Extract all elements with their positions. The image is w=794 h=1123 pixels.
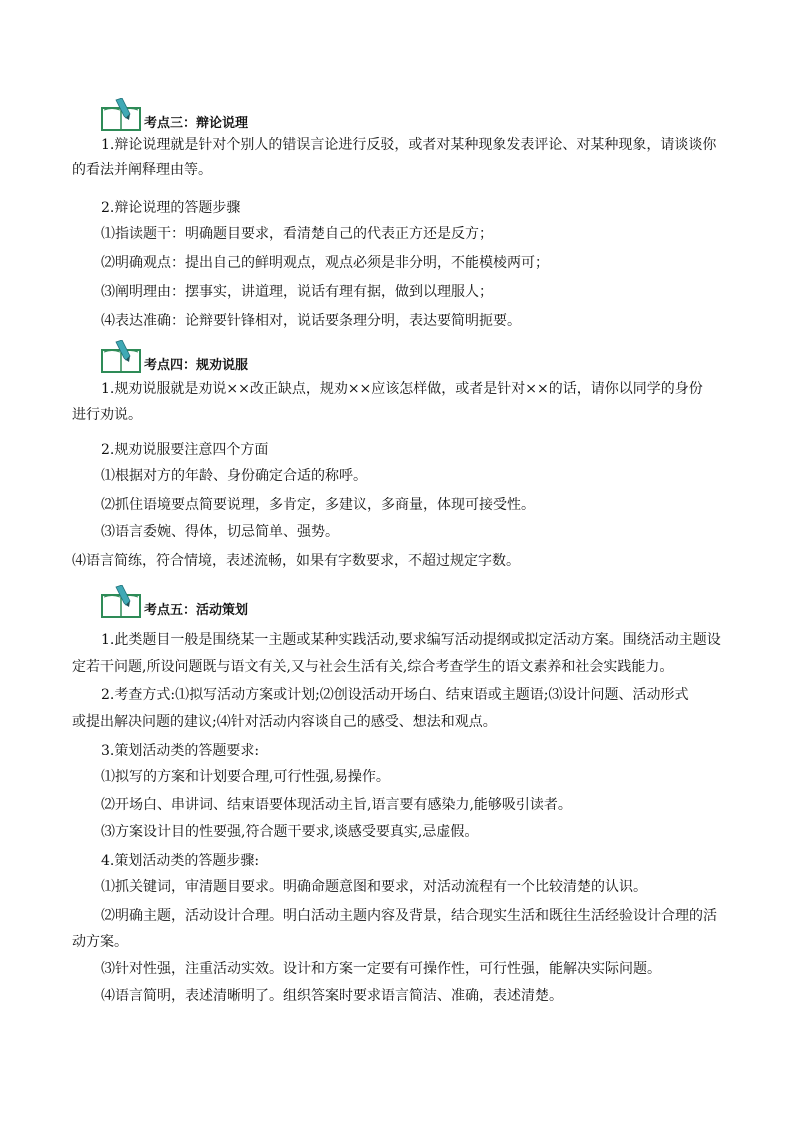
paragraph-line: 1.此类题目一般是围绕某一主题或某种实践活动,要求编写活动提纲或拟定活动方案。围绕活动主题设	[101, 632, 721, 648]
paragraph-line: 2.考查方式:⑴拟写活动方案或计划;⑵创设活动开场白、结束语或主题语;⑶设计问题、活动形式	[101, 687, 689, 703]
paragraph-line: ⑶阐明理由：摆事实，讲道理，说话有理有据，做到以理服人；	[101, 284, 493, 300]
paragraph-line: ⑵开场白、串讲词、结束语要体现活动主旨,语言要有感染力,能够吸引读者。	[101, 797, 572, 813]
paragraph-line: ⑴抓关键词，审清题目要求。明确命题意图和要求，对活动流程有一个比较清楚的认识。	[101, 879, 647, 895]
book-pencil-icon	[100, 585, 144, 619]
paragraph-line: 进行劝说。	[72, 407, 142, 423]
paragraph-line: 2.规劝说服要注意四个方面	[101, 442, 269, 458]
paragraph-line: 或提出解决问题的建议;⑷针对活动内容谈自己的感受、想法和观点。	[72, 714, 497, 730]
paragraph-line: 1.规劝说服就是劝说××改正缺点，规劝××应该怎样做，或者是针对××的话，请你以同学的身份	[101, 381, 703, 397]
paragraph-line: 定若干问题,所设问题既与语文有关,又与社会生活有关,综合考查学生的语文素养和社会实践能力。	[72, 659, 674, 675]
paragraph-line: ⑴根据对方的年龄、身份确定合适的称呼。	[101, 468, 367, 484]
section-title: 考点三：辩论说理	[144, 116, 249, 131]
section-header-4	[100, 340, 248, 374]
paragraph-line: ⑶语言委婉、得体，切忌简单、强势。	[101, 524, 339, 540]
paragraph-line: 动方案。	[72, 934, 128, 950]
paragraph-line: 的看法并阐释理由等。	[72, 162, 212, 178]
section-header-5	[100, 585, 248, 619]
paragraph-line: ⑷表达准确：论辩要针锋相对，说话要条理分明，表达要简明扼要。	[101, 313, 521, 329]
paragraph-line: 1.辩论说理就是针对个别人的错误言论进行反驳，或者对某种现象发表评论、对某种现象，请谈谈你	[101, 137, 717, 153]
paragraph-line: 3.策划活动类的答题要求:	[101, 743, 260, 759]
paragraph-line: ⑷语言简明，表述清晰明了。组织答案时要求语言简洁、准确，表述清楚。	[101, 988, 563, 1004]
paragraph-line: ⑵明确主题，活动设计合理。明白活动主题内容及背景，结合现实生活和既往生活经验设计合理的活	[101, 908, 717, 924]
paragraph-line: ⑴指读题干：明确题目要求，看清楚自己的代表正方还是反方；	[101, 226, 493, 242]
paragraph-line: ⑶针对性强，注重活动实效。设计和方案一定要有可操作性，可行性强，能解决实际问题。	[101, 961, 661, 977]
paragraph-line: 4.策划活动类的答题步骤:	[101, 853, 260, 869]
paragraph-line: ⑶方案设计目的性要强,符合题干要求,谈感受要真实,忌虚假。	[101, 824, 479, 840]
paragraph-line: 2.辩论说理的答题步骤	[101, 200, 241, 216]
book-pencil-icon	[100, 340, 144, 374]
section-title: 考点四：规劝说服	[144, 358, 249, 373]
section-title: 考点五：活动策划	[144, 603, 249, 618]
book-pencil-icon	[100, 98, 144, 132]
paragraph-line: ⑵明确观点：提出自己的鲜明观点，观点必须是非分明，不能模棱两可；	[101, 255, 549, 271]
section-header-3	[100, 98, 248, 132]
paragraph-line: ⑴拟写的方案和计划要合理,可行性强,易操作。	[101, 769, 390, 785]
paragraph-line: ⑵抓住语境要点简要说理，多肯定，多建议，多商量，体现可接受性。	[101, 497, 535, 513]
paragraph-line: ⑷语言简练，符合情境，表述流畅，如果有字数要求，不超过规定字数。	[72, 553, 520, 569]
